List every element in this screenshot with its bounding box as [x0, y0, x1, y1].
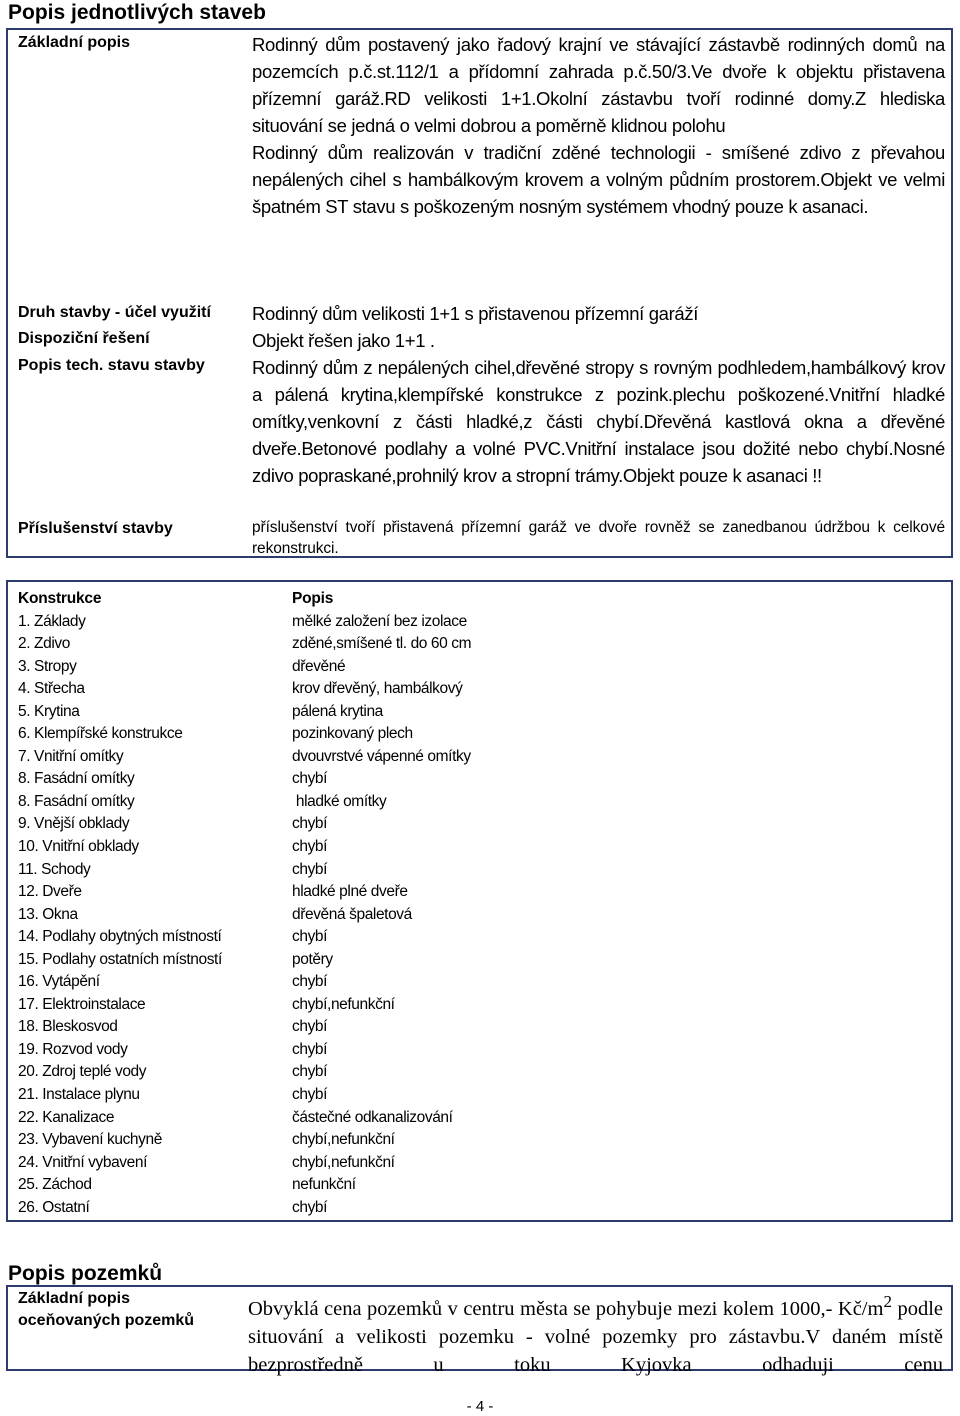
construction-name: 4. Střecha: [18, 680, 85, 698]
construction-description: chybí: [292, 1040, 328, 1058]
construction-description: chybí: [292, 1198, 328, 1216]
construction-name: 13. Okna: [18, 905, 78, 923]
table-row: [18, 994, 538, 1017]
label-building-type: Druh stavby - účel využití: [18, 304, 211, 321]
table-row: [18, 836, 538, 859]
construction-description: pálená krytina: [292, 702, 383, 720]
section-heading-buildings: Popis jednotlivých staveb: [8, 1, 266, 24]
basic-description-text: [252, 31, 945, 220]
table-row: [18, 633, 538, 656]
construction-name: 11. Schody: [18, 860, 91, 878]
table-row: [18, 949, 538, 972]
table-row: [18, 656, 538, 679]
construction-description: dřevěné: [292, 657, 346, 675]
construction-name: 19. Rozvod vody: [18, 1040, 128, 1058]
construction-name: 8. Fasádní omítky: [18, 770, 135, 788]
land-description-box: [6, 1285, 953, 1376]
construction-description: chybí: [292, 838, 328, 856]
construction-name: 14. Podlahy obytných místností: [18, 928, 222, 946]
construction-description: chybí: [292, 1018, 328, 1036]
table-row: [18, 1107, 538, 1130]
construction-description: potěry: [292, 950, 333, 968]
construction-name: 3. Stropy: [18, 657, 77, 675]
construction-description: pozinkovaný plech: [292, 725, 413, 743]
table-row: [18, 791, 538, 814]
construction-name: 8. Fasádní omítky: [18, 792, 135, 810]
construction-description: chybí: [292, 815, 328, 833]
construction-description: hladké plné dveře: [292, 883, 408, 901]
section-heading-land: Popis pozemků: [8, 1262, 163, 1285]
land-unit-superscript: 2: [883, 1292, 892, 1311]
construction-name: 17. Elektroinstalace: [18, 995, 146, 1013]
table-row: [18, 926, 538, 949]
construction-header-description: Popis: [292, 590, 334, 607]
constructions-box: [6, 580, 953, 1222]
layout-text: Objekt řešen jako 1+1 .: [252, 330, 435, 351]
label-layout: Dispoziční řešení: [18, 330, 150, 347]
construction-description: zděné,smíšené tl. do 60 cm: [292, 635, 472, 653]
construction-description: chybí: [292, 860, 328, 878]
construction-description: nefunkční: [292, 1176, 356, 1194]
table-row: [18, 859, 538, 882]
table-row: [18, 1039, 538, 1062]
construction-description: částečné odkanalizování: [292, 1108, 453, 1126]
construction-name: 24. Vnitřní vybavení: [18, 1153, 147, 1171]
construction-description: dvouvrstvé vápenné omítky: [292, 747, 471, 765]
table-row: [18, 1084, 538, 1107]
label-accessories: Příslušenství stavby: [18, 520, 173, 537]
table-row: [18, 1152, 538, 1175]
construction-name: 7. Vnitřní omítky: [18, 747, 124, 765]
page-number: - 4 -: [466, 1398, 494, 1415]
construction-description: chybí: [292, 1063, 328, 1081]
construction-name: 1. Základy: [18, 612, 86, 630]
technical-state-text: Rodinný dům z nepálených cihel,dřevěné stropy s rovným podhledem,hambálkový krov a pálená krytina,klempířské konstrukce z pozink.plechu poškozené.Vnitřní hladké omítky,venkovní z části hladké,z části chybí.Dřevěná kastlová okna a dřevěné dveře.Betonové podlahy a volné PVC.Vnitřní instalace jsou dožité nebo chybí.Nosné zdivo popraskané,prohnilý krov a stropní trámy.Objekt pouze k asanaci !!: [252, 357, 945, 486]
table-row: [18, 904, 538, 927]
construction-name: 25. Záchod: [18, 1176, 92, 1194]
accessories-text: příslušenství tvoří přistavená přízemní garáž ve dvoře rovněž se zanedbanou údržbou k celkové rekonstrukci.: [252, 519, 945, 557]
table-row: [18, 768, 538, 791]
construction-description: chybí: [292, 1086, 328, 1104]
buildings-description-box: [6, 28, 953, 558]
table-row: [18, 1016, 538, 1039]
land-text-start: Obvyklá cena pozemků v centru města se pohybuje mezi kolem 1000,- Kč/m: [248, 1297, 884, 1320]
construction-description: chybí: [292, 973, 328, 991]
construction-name: 22. Kanalizace: [18, 1108, 115, 1126]
table-row: [18, 701, 538, 724]
table-row: [18, 746, 538, 769]
label-land-valued: oceňovaných pozemků: [18, 1312, 195, 1329]
construction-description: mělké založení bez izolace: [292, 612, 467, 630]
construction-name: 5. Krytina: [18, 702, 80, 720]
construction-name: 23. Vybavení kuchyně: [18, 1131, 162, 1149]
label-basic-description: Základní popis: [18, 34, 131, 51]
construction-description: krov dřevěný, hambálkový: [292, 680, 463, 698]
construction-list: [18, 588, 538, 1219]
table-row: [18, 1174, 538, 1197]
construction-name: 6. Klempířské konstrukce: [18, 725, 183, 743]
basic-description-paragraph: Rodinný dům postavený jako řadový krajní ve stávající zástavbě rodinných domů na pozemcích p.č.st.112/1 a přídomní zahrada p.č.50/3.Ve dvoře k objektu přistavena přízemní garáž.RD velikosti 1+1.Okolní zástavbu tvoří rodinné domy.Z hlediska situování se jedná o velmi dobrou a poměrně klidnou polohu: [252, 34, 945, 136]
construction-name: 20. Zdroj teplé vody: [18, 1063, 147, 1081]
table-row: [18, 1061, 538, 1084]
construction-name: 9. Vnější obklady: [18, 815, 130, 833]
construction-description: chybí: [292, 770, 328, 788]
construction-description: hladké omítky: [292, 792, 387, 810]
table-row: [18, 971, 538, 994]
basic-description-paragraph: Rodinný dům realizován v tradiční zděné technologii - smíšené zdivo z převahou nepálených cihel s hambálkovým krovem a volným půdním prostorem.Objekt ve velmi špatném ST stavu s poškozeným nosným systémem vhodný pouze k asanaci.: [252, 142, 945, 217]
construction-name: 16. Vytápění: [18, 973, 100, 991]
construction-name: 10. Vnitřní obklady: [18, 838, 139, 856]
table-row: [18, 813, 538, 836]
construction-name: 26. Ostatní: [18, 1198, 90, 1216]
construction-header-name: Konstrukce: [18, 590, 102, 607]
table-row: [18, 881, 538, 904]
construction-description: dřevěná špaletová: [292, 905, 412, 923]
construction-description: chybí: [292, 928, 328, 946]
land-description-text: [248, 1288, 943, 1379]
construction-description: chybí,nefunkční: [292, 995, 395, 1013]
construction-description: chybí,nefunkční: [292, 1153, 395, 1171]
construction-name: 12. Dveře: [18, 883, 82, 901]
construction-description: chybí,nefunkční: [292, 1131, 395, 1149]
construction-list-header: [18, 588, 538, 611]
construction-name: 21. Instalace plynu: [18, 1086, 140, 1104]
construction-name: 2. Zdivo: [18, 635, 70, 653]
building-type-text: Rodinný dům velikosti 1+1 s přistavenou přízemní garáží: [252, 303, 699, 324]
table-row: [18, 611, 538, 634]
table-row: [18, 1129, 538, 1152]
label-land-basic-description: Základní popis: [18, 1290, 131, 1307]
label-technical-state: Popis tech. stavu stavby: [18, 357, 205, 374]
construction-name: 18. Bleskosvod: [18, 1018, 118, 1036]
table-row: [18, 1197, 538, 1220]
land-text-end: podle situování a velikosti pozemku - volné pozemky pro zástavbu.V daném místě bezprostředně u toku Kyjovka odhaduji cenu: [248, 1297, 943, 1376]
table-row: [18, 723, 538, 746]
construction-name: 15. Podlahy ostatních místností: [18, 950, 222, 968]
table-row: [18, 678, 538, 701]
